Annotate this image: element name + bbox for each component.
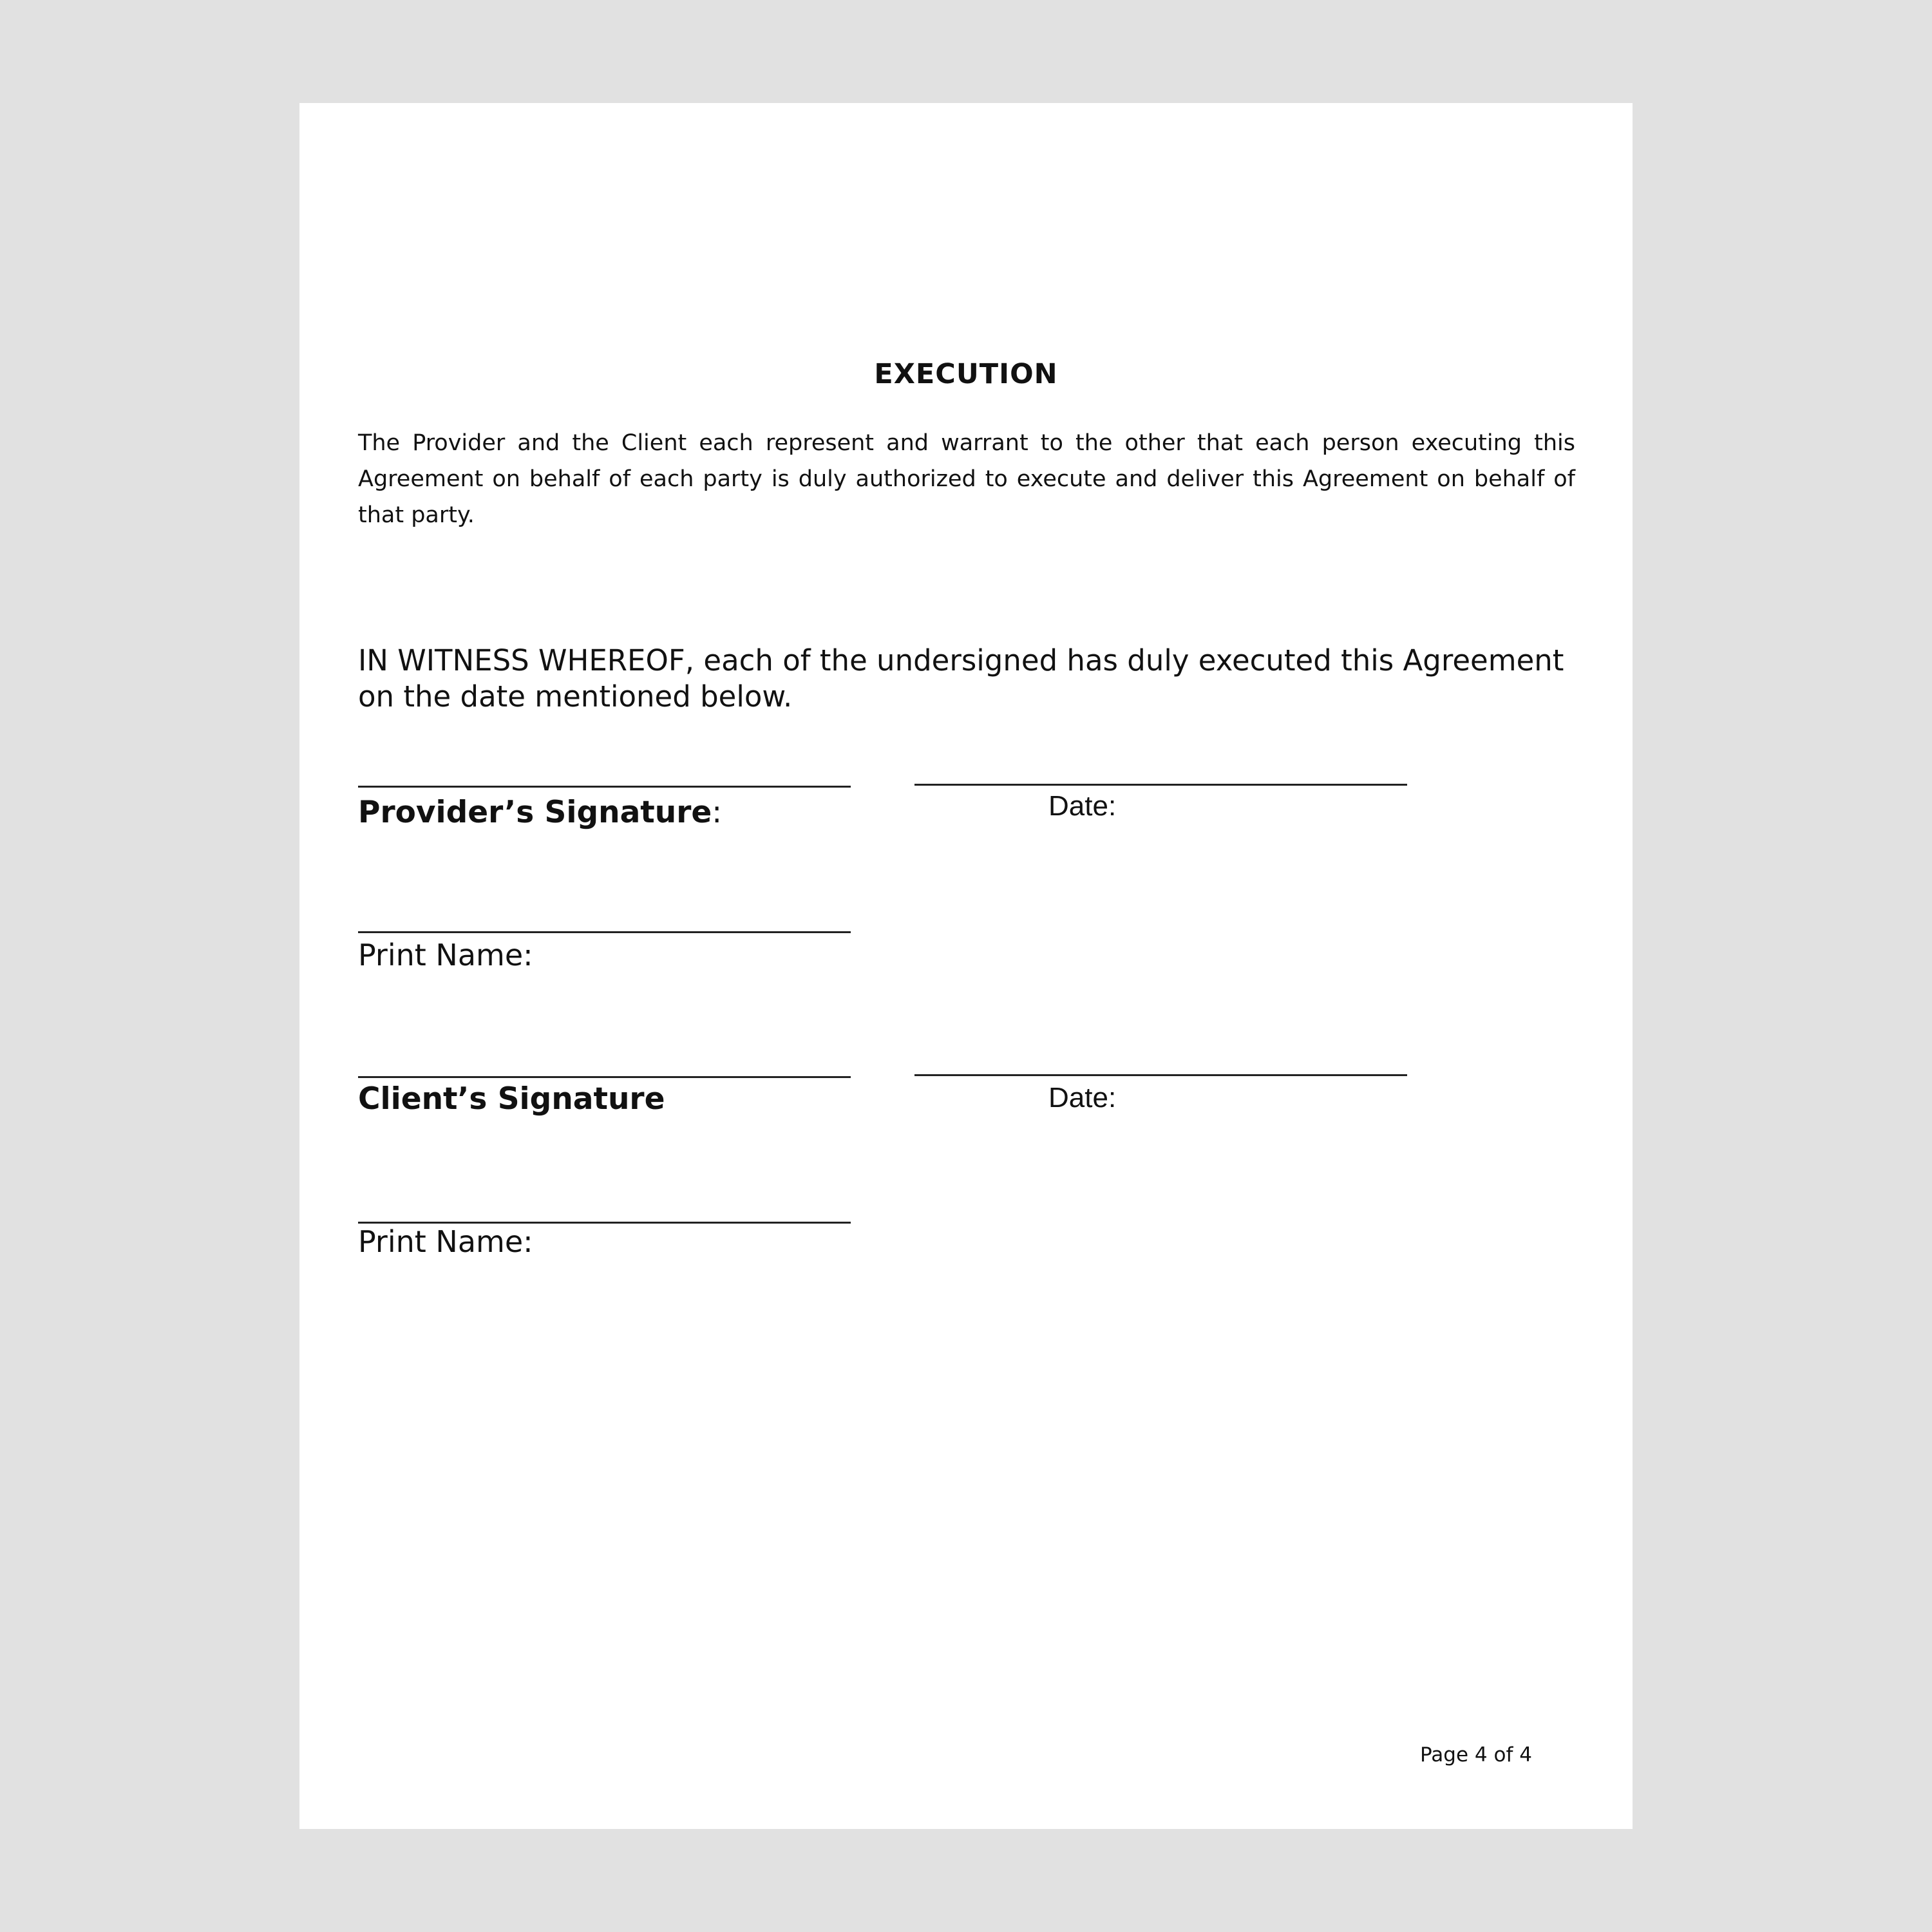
client-date-line [914,1074,1407,1076]
provider-date-label: Date: [1048,790,1117,822]
provider-signature-label: Provider’s Signature: [358,795,723,830]
provider-print-name-label: Print Name: [358,938,533,972]
section-heading: EXECUTION [874,358,1058,390]
client-signature-label: Client’s Signature [358,1081,665,1117]
representation-paragraph: The Provider and the Client each represent and warrant to the other that each person executing this Agreement on behalf of each party is duly authorized to execute and deliver this Agreement on behalf of that party. [358,430,1575,528]
provider-signature-line [358,786,851,788]
client-print-name-line [358,1222,851,1224]
client-date-label: Date: [1048,1082,1117,1113]
page-number: Page 4 of 4 [1420,1743,1532,1766]
provider-date-line [914,784,1407,786]
document-page [299,103,1633,1829]
client-signature-line [358,1076,851,1078]
witness-paragraph: IN WITNESS WHEREOF, each of the undersigned has duly executed this Agreement on the date mentioned below. [358,643,1564,714]
client-print-name-label: Print Name: [358,1224,533,1259]
provider-print-name-line [358,931,851,933]
